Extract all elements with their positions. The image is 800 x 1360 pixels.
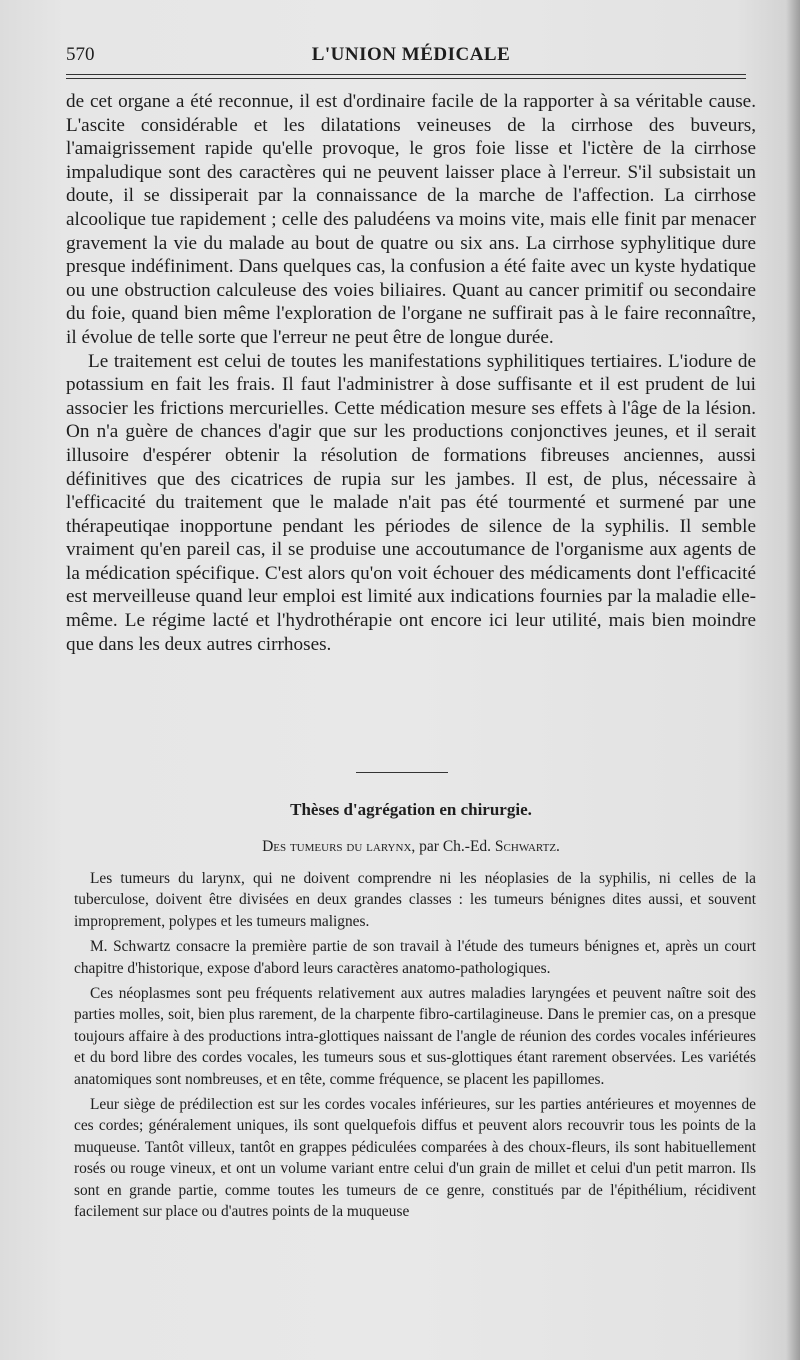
main-text [66,90,756,656]
thesis-review-text [74,868,756,1227]
page-number: 570 [66,44,95,65]
review-paragraph: M. Schwartz consacre la première partie de son travail à l'étude des tumeurs bénignes et, après un court chapitre d'historique, expose d'abord leurs caractères anatomo-pathologiques. [74,938,756,977]
paragraph-continuation: de cet organe a été reconnue, il est d'ordinaire facile de la rapporter à sa véritable cause. L'ascite considérable et les dilatations veineuses de la cirrhose des buveurs, l'amaigrissement rapide qu'elle provoque, le gros foie lisse et l'ictère de la cirrhose impaludique sont des caractères qui ne peuvent laisser place à l'erreur. S'il subsistait un doute, il se dissiperait par la connaissance de la marche de l'affection. La cirrhose alcoolique tue rapidement ; celle des paludéens va moins vite, mais elle finit par menacer gravement la vie du malade au bout de quatre ou six ans. La cirrhose syphylitique dure presque indéfiniment. Dans quelques cas, la confusion a été faite avec un kyste hydatique ou une obstruction calculeuse des voies biliaires. Quant au cancer primitif ou secondaire du foie, quand bien même l'exploration de l'organe ne suffirait pas à le faire reconnaître, il évolue de telle sorte que l'erreur ne peut être de longue durée. [66,91,756,348]
section-divider [356,772,448,773]
header-rule [66,74,746,79]
thesis-title [66,838,756,856]
paragraph-treatment: Le traitement est celui de toutes les manifestations syphilitiques tertiaires. L'iodure de potassium en fait les frais. Il faut l'administrer à dose suffisante et il est prudent de lui associer les frictions mercurielles. Cette médication mesure ses effets à l'âge de la lésion. On n'a guère de chances d'agir que sur les productions conjonctives jeunes, et il serait illusoire d'espérer obtenir la résolution de formations fibreuses anciennes, aussi définitives que des cicatrices de rupia sur les jambes. Il est, de plus, nécessaire à l'efficacité du traitement que le malade n'ait pas été tourmenté et surmené par une thérapeutiqae inopportune pendant les périodes de silence de la syphilis. Il semble vraiment qu'en pareil cas, il se produise une accoutumance de l'organisme aux agents de la médication spécifique. C'est alors qu'on voit échouer des médicaments dont l'efficacité est merveilleuse quand leur emploi est limité aux indications fournies par la maladie elle-même. Le régime lacté et l'hydrothérapie ont encore ici leur utilité, mais bien moindre que dans les deux autres cirrhoses. [66,350,756,655]
review-paragraph: Leur siège de prédilection est sur les cordes vocales inférieures, sur les parties antérieures et moyennes de ces cordes; généralement uniques, ils sont quelquefois diffus et peuvent alors recouvrir tous les points de la muqueuse. Tantôt villeux, tantôt en grappes pédiculées comparées à des choux-fleurs, ils sont habituellement rosés ou rouge vineux, et ont un volume variant entre celui d'un grain de millet et celui d'un petit marron. Ils sont en grande partie, comme toutes les tumeurs de ce genre, constitués par de l'épithélium, récidivent facilement sur place ou d'autres points de la muqueuse [74,1096,756,1221]
thesis-title-subject: Des tumeurs du larynx [262,838,412,855]
thesis-title-by: , par Ch.-Ed. [411,838,495,855]
page-edge-shadow [786,0,800,1360]
running-title: L'UNION MÉDICALE [311,44,511,65]
section-title: Thèses d'agrégation en chirurgie. [290,800,532,819]
thesis-author: Schwartz. [494,838,560,855]
page-header [66,44,756,68]
review-paragraph: Les tumeurs du larynx, qui ne doivent comprendre ni les néoplasies de la syphilis, ni celles de la tuberculose, doivent être divisées en deux grandes classes : les tumeurs bénignes dites aussi, et souvent improprement, polypes et les tumeurs malignes. [74,870,756,930]
review-paragraph: Ces néoplasmes sont peu fréquents relativement aux autres maladies laryngées et peuvent naître soit des parties molles, soit, bien plus rarement, de la charpente fibro-cartilagineuse. Dans le premier cas, on a presque toujours affaire à des productions intra-glottiques naissant de l'angle de réunion des cordes vocales inférieures et du bord libre des cordes vocales, les tumeurs sous et sus-glottiques étant rarement observées. Les variétés anatomiques sont nombreuses, et en tête, comme fréquence, se placent les papillomes. [74,985,756,1088]
